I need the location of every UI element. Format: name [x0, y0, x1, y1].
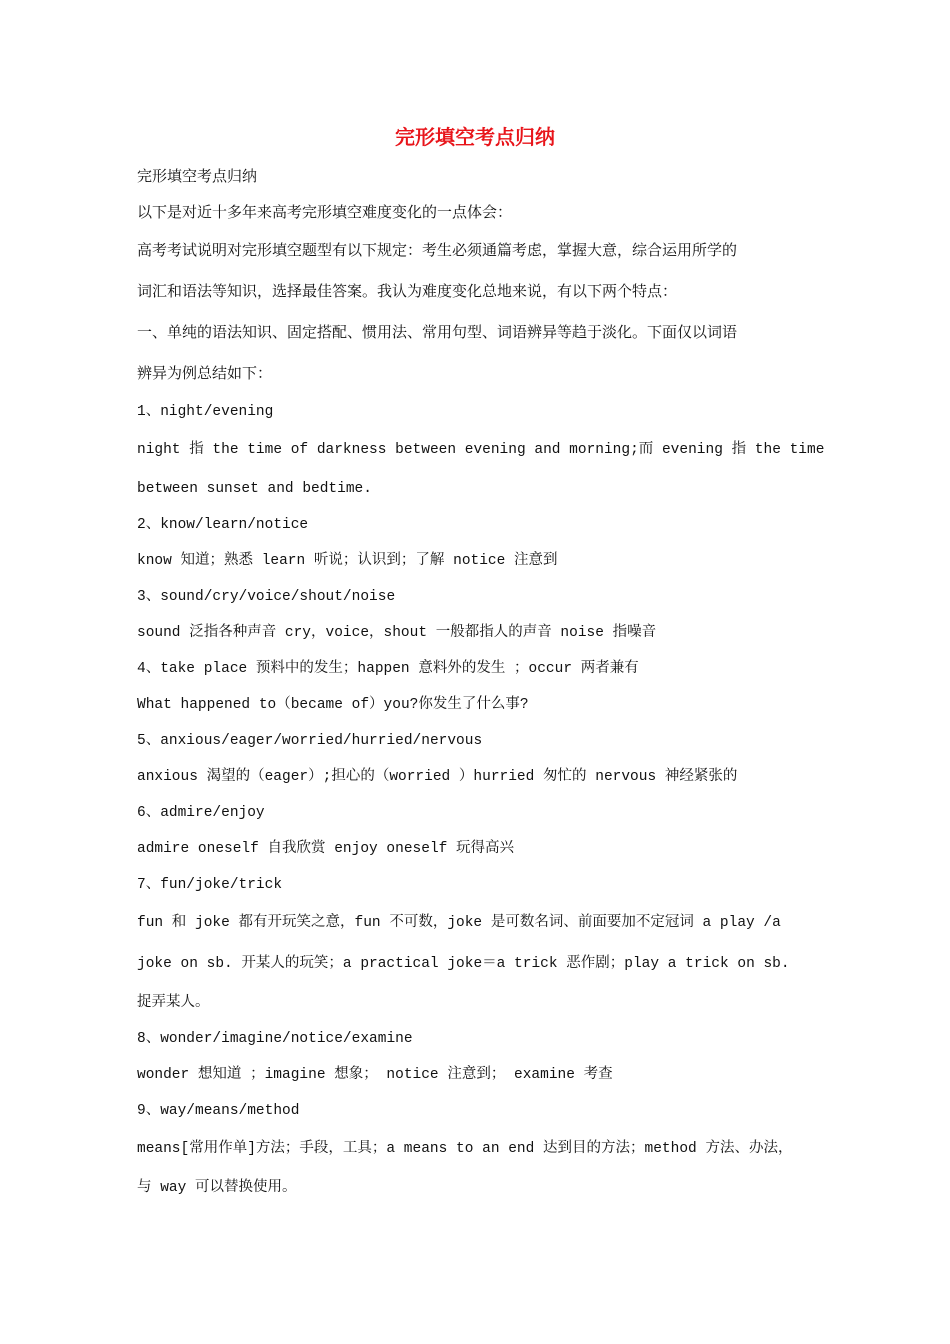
paragraph-line: 一、单纯的语法知识、固定搭配、惯用法、常用句型、词语辨异等趋于淡化。下面仅以词语	[137, 323, 738, 341]
entry-heading: 8、wonder/imagine/notice/examine	[137, 1031, 413, 1047]
entry-heading: 5、anxious/eager/worried/hurried/nervous	[137, 733, 483, 749]
entry-text: wonder 想知道 ；imagine 想象； notice 注意到； examine 考查	[137, 1067, 613, 1083]
entry-text: night 指 the time of darkness between evening and morning;而 evening 指 the time	[137, 442, 825, 458]
entry-text: means[常用作单]方法；手段，工具；a means to an end 达到目的方法；method 方法、办法，	[137, 1141, 793, 1157]
entry-heading: 2、know/learn/notice	[137, 517, 309, 533]
entry-text: 捉弄某人。	[137, 995, 210, 1011]
entry-text: joke on sb. 开某人的玩笑；a practical joke＝a trick 恶作剧；play a trick on sb.	[137, 956, 790, 972]
page-title: 完形填空考点归纳	[395, 125, 555, 149]
document-body	[137, 158, 827, 1206]
entry-heading: 1、night/evening	[137, 404, 274, 420]
entry-heading: 6、admire/enjoy	[137, 805, 265, 821]
paragraph-line: 词汇和语法等知识，选择最佳答案。我认为难度变化总地来说，有以下两个特点：	[137, 282, 678, 300]
paragraph-line: 以下是对近十多年来高考完形填空难度变化的一点体会：	[137, 203, 513, 221]
subtitle-line: 完形填空考点归纳	[137, 167, 258, 185]
entry-text: admire oneself 自我欣赏 enjoy oneself 玩得高兴	[137, 841, 515, 857]
entry-text: anxious 渴望的（eager）;担心的（worried ）hurried 匆忙的 nervous 神经紧张的	[137, 769, 738, 785]
entry-text: 4、take place 预料中的发生；happen 意料外的发生 ；occur 两者兼有	[137, 661, 639, 677]
entry-heading: 9、way/means/method	[137, 1103, 300, 1119]
entry-text: fun 和 joke 都有开玩笑之意，fun 不可数，joke 是可数名词、前面要加不定冠词 a play /a	[137, 915, 781, 931]
entry-text: sound 泛指各种声音 cry，voice，shout 一般都指人的声音 noise 指噪音	[137, 625, 657, 641]
entry-text: 与 way 可以替换使用。	[137, 1180, 297, 1196]
entry-text: between sunset and bedtime.	[137, 481, 372, 497]
paragraph-line: 高考考试说明对完形填空题型有以下规定：考生必须通篇考虑，掌握大意，综合运用所学的	[137, 241, 738, 259]
entry-heading: 7、fun/joke/trick	[137, 877, 283, 893]
entry-heading: 3、sound/cry/voice/shout/noise	[137, 589, 396, 605]
paragraph-line: 辨异为例总结如下：	[137, 364, 273, 382]
entry-text: What happened to（became of）you?你发生了什么事?	[137, 697, 529, 713]
entry-text: know 知道；熟悉 learn 听说；认识到；了解 notice 注意到	[137, 553, 558, 569]
